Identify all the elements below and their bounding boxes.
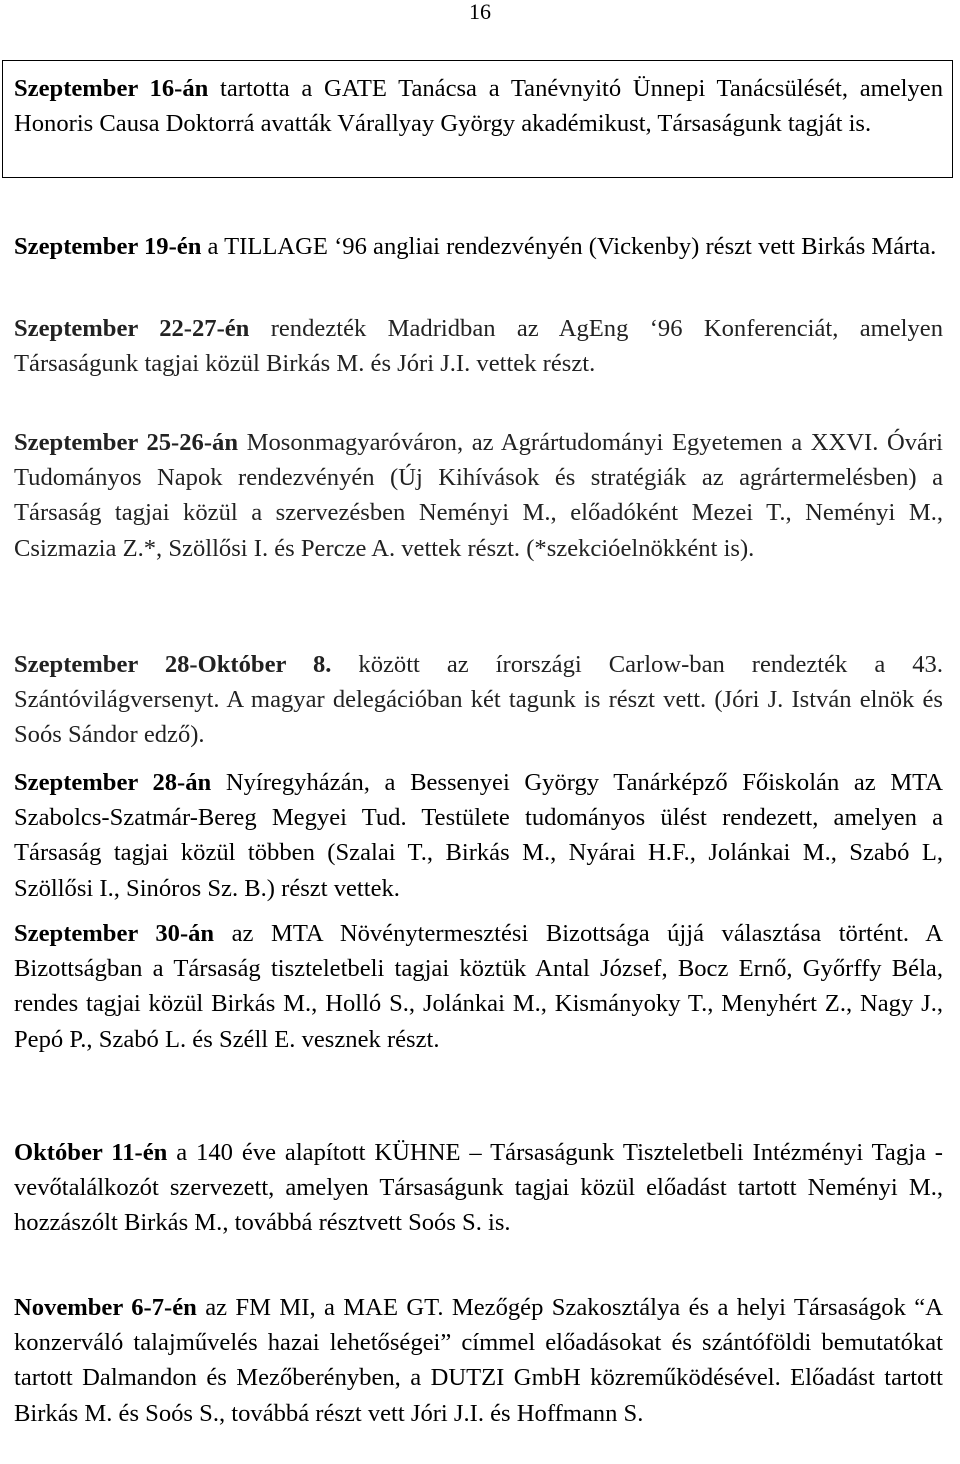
paragraph-sept-30 bbox=[14, 916, 943, 1057]
paragraph-lead: Szeptember 22-27-én bbox=[14, 315, 250, 342]
paragraph-sept-28 bbox=[14, 765, 943, 906]
paragraph-oct-11 bbox=[14, 1135, 943, 1241]
paragraph-text: a TILLAGE ‘96 angliai rendezvényén (Vickenby) részt vett Birkás Márta. bbox=[201, 233, 937, 260]
paragraph-sept-28-oct-8 bbox=[14, 647, 943, 753]
paragraph-text: az FM MI, a MAE GT. Mezőgép Szakosztálya és a helyi Társaságok “A konzerváló talajművelés hazai lehetőségei” címmel előadásokat és szántóföldi bemutatókat tartott Dalmandon és Mezőberényben, a DUTZI GmbH közreműködésével. Előadást tartott Birkás M. és Soós S., továbbá részt vett Jóri J.I. és Hoffmann S. bbox=[14, 1294, 943, 1427]
paragraph-lead: Szeptember 28-Október 8. bbox=[14, 651, 332, 678]
paragraph-lead: November 6-7-én bbox=[14, 1294, 197, 1321]
paragraph-text: Nyíregyházán, a Bessenyei György Tanárképző Főiskolán az MTA Szabolcs-Szatmár-Bereg Megyei Tud. Testülete tudományos ülést rendezett, amelyen a Társaság tagjai közül többen (Szalai T., Birkás M., Nyárai H.F., Jolánkai M., Szabó L, Szöllősi I., Sinóros Sz. B.) részt vettek. bbox=[14, 769, 944, 902]
paragraph-sept-25-26 bbox=[14, 425, 943, 566]
paragraph-lead: Szeptember 30-án bbox=[14, 920, 215, 947]
paragraph-sept-16 bbox=[14, 71, 943, 141]
page-number: 16 bbox=[469, 0, 491, 24]
paragraph-lead: Szeptember 19-én bbox=[14, 233, 202, 260]
paragraph-lead: Szeptember 25-26-án bbox=[14, 429, 238, 456]
paragraph-sept-19 bbox=[14, 229, 943, 264]
paragraph-lead: Szeptember 28-án bbox=[14, 769, 212, 796]
paragraph-text: tartotta a GATE Tanácsa a Tanévnyitó Ünnepi Tanácsülését, amelyen Honoris Causa Doktorrá avatták Várallyay György akadémikust, Társaságunk tagját is. bbox=[14, 75, 943, 138]
paragraph-sept-22-27 bbox=[14, 311, 943, 381]
paragraph-lead: Október 11-én bbox=[14, 1139, 168, 1166]
paragraph-text: a 140 éve alapított KÜHNE – Társaságunk Tiszteletbeli Intézményi Tagja - vevőtalálkozót szervezett, amelyen Társaságunk tagjai közül előadást tartott Neményi M., hozzászólt Birkás M., továbbá résztvett Soós S. is. bbox=[14, 1139, 943, 1237]
paragraph-lead: Szeptember 16-án bbox=[14, 75, 209, 102]
paragraph-text: az MTA Növénytermesztési Bizottsága újjá választása történt. A Bizottságban a Társaság tiszteletbeli tagjai köztük Antal József, Bocz Ernő, Győrffy Béla, rendes tagjai közül Birkás M., Holló S., Jolánkai M., Kismányoky T., Menyhért Z., Nagy J., Pepó P., Szabó L. és Széll E. vesznek részt. bbox=[14, 920, 943, 1053]
paragraph-text: rendezték Madridban az AgEng ‘96 Konferenciát, amelyen Társaságunk tagjai közül Birkás M. és Jóri J.I. vettek részt. bbox=[14, 315, 943, 378]
paragraph-nov-6-7 bbox=[14, 1290, 943, 1431]
paragraph-text: között az írországi Carlow-ban rendezték a 43. Szántóvilágversenyt. A magyar delegációban két tagunk is részt vett. (Jóri J. István elnök és Soós Sándor edző). bbox=[14, 651, 943, 749]
paragraph-text: Mosonmagyaróváron, az Agrártudományi Egyetemen a XXVI. Óvári Tudományos Napok rendezvényén (Új Kihívások és stratégiák az agrártermelésben) a Társaság tagjai közül a szervezésben Neményi M., előadóként Mezei T., Neményi M., Csizmazia Z.*, Szöllősi I. és Percze A. vettek részt. (*szekcióelnökként is). bbox=[14, 429, 943, 562]
